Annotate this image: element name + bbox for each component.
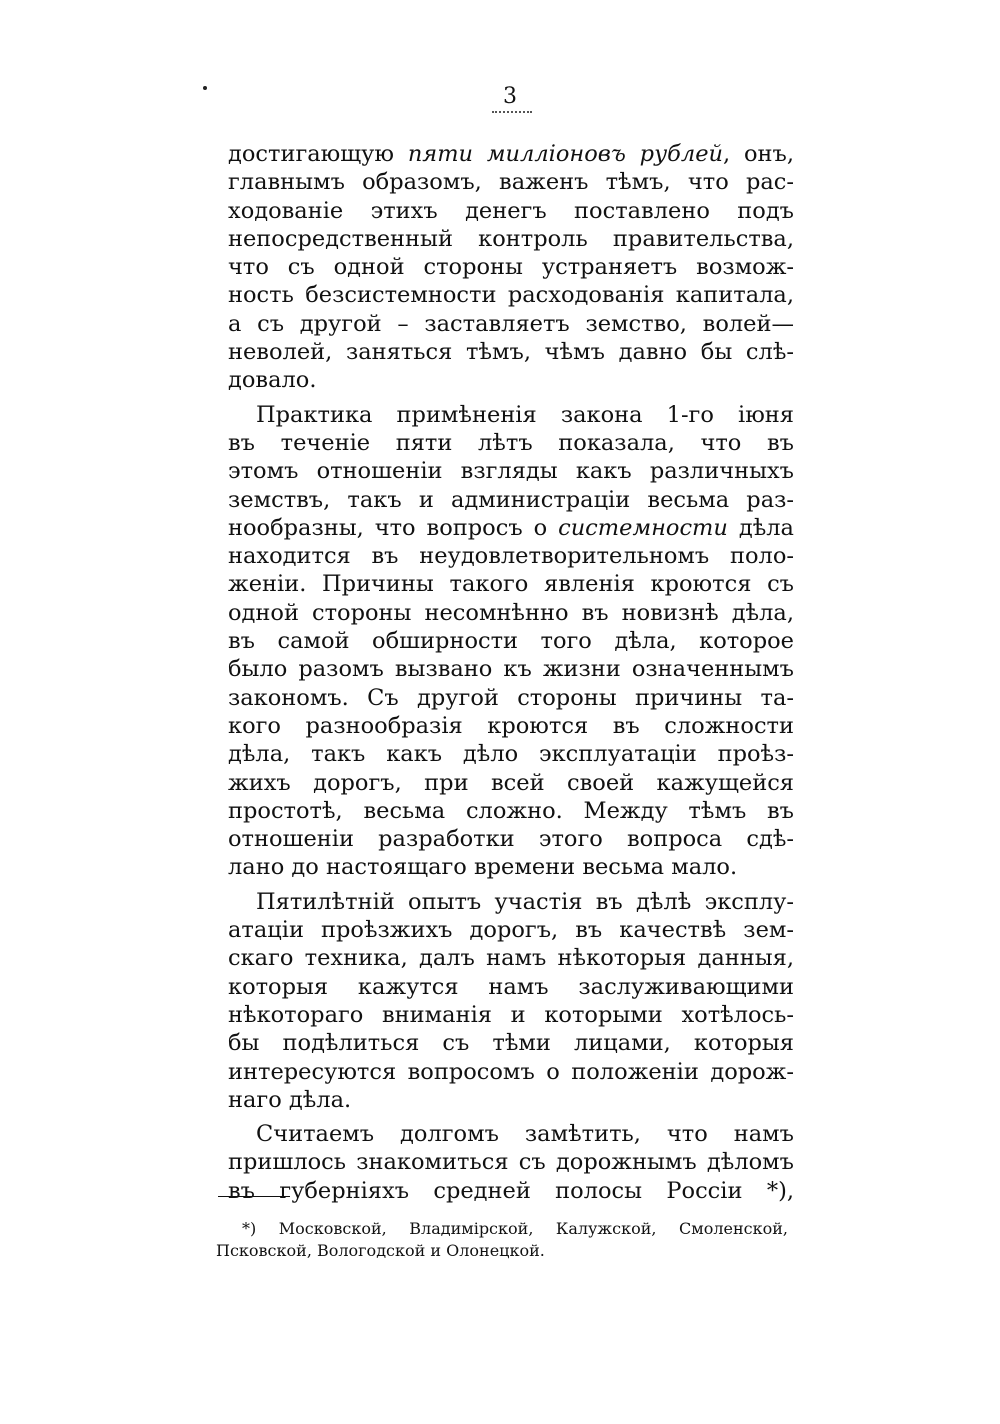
paragraph xyxy=(228,1120,794,1205)
emphasized-text: пяти милліоновъ рублей xyxy=(407,141,723,167)
page-number: 3 xyxy=(503,84,517,109)
text-line: Считаемъ долгомъ замѣтить, что намъ xyxy=(256,1121,794,1148)
text-line: довало. xyxy=(228,367,317,394)
text-line: этомъ отношеніи взгляды какъ различныхъ xyxy=(228,458,794,485)
text-line: кого разнообразія кроются въ сложности xyxy=(228,712,794,739)
text-line: лано до настоящаго времени весьма мало. xyxy=(228,854,738,881)
text-line: женіи. Причины такого явленія кроются съ xyxy=(228,571,794,598)
paragraph xyxy=(228,888,794,1114)
text-line: главнымъ образомъ, важенъ тѣмъ, что рас- xyxy=(228,169,794,196)
body-text xyxy=(228,140,794,1205)
text-line: одной стороны несомнѣнно въ новизнѣ дѣла, xyxy=(228,599,794,626)
text-line: которыя кажутся намъ заслуживающими xyxy=(228,973,794,1000)
text-line: земствъ, такъ и администраціи весьма раз- xyxy=(228,486,794,513)
text-line: атаціи проѣзжихъ дорогъ, въ качествѣ зем- xyxy=(228,917,794,944)
text-line: было разомъ вызвано къ жизни означеннымъ xyxy=(228,656,794,683)
text-line: достигающую пяти милліоновъ рублей, онъ, xyxy=(228,141,794,167)
text-line: въ самой обширности того дѣла, которое xyxy=(228,628,794,655)
text-line: находится въ неудовлетворительномъ поло- xyxy=(228,543,794,570)
paragraph xyxy=(228,401,794,882)
text-line: простотѣ, весьма сложно. Между тѣмъ въ xyxy=(228,797,794,824)
text-line: интересуются вопросомъ о положеніи дорож- xyxy=(228,1058,794,1085)
text-line: непосредственный контроль правительства, xyxy=(228,225,794,252)
text-line: отношеніи разработки этого вопроса сдѣ- xyxy=(228,826,794,853)
stray-ink-mark xyxy=(203,86,207,90)
footnote-line: *) Московской, Владимірской, Калужской, Смоленской, xyxy=(242,1219,788,1238)
text-line: пришлось знакомиться съ дорожнымъ дѣломъ xyxy=(228,1149,794,1176)
text-line: нѣкотораго вниманія и которыми хотѣлось- xyxy=(228,1001,794,1028)
page-number-underline xyxy=(492,111,532,113)
text-line: закономъ. Съ другой стороны причины та- xyxy=(228,684,794,711)
text-line: наго дѣла. xyxy=(228,1086,352,1113)
text-line: бы подѣлиться съ тѣми лицами, которыя xyxy=(228,1030,794,1057)
text-line: въ теченіе пяти лѣтъ показала, что въ xyxy=(228,429,794,456)
text-line: дѣла, такъ какъ дѣло эксплуатаціи проѣз- xyxy=(228,741,794,768)
emphasized-text: системности xyxy=(558,514,728,541)
text-line: нообразны, что вопросъ о системности дѣла xyxy=(228,514,794,541)
text-line: въ губерніяхъ средней полосы Россіи *), xyxy=(228,1177,794,1204)
text-line: неволей, заняться тѣмъ, чѣмъ давно бы слѣ- xyxy=(228,339,794,366)
text-line: Практика примѣненія закона 1-го іюня xyxy=(256,401,794,428)
text-line: жихъ дорогъ, при всей своей кажущейся xyxy=(228,769,794,796)
text-line: ходованіе этихъ денегъ поставлено подъ xyxy=(228,197,794,224)
text-line: что съ одной стороны устраняетъ возмож- xyxy=(228,254,794,281)
paragraph xyxy=(228,140,794,395)
footnote-line: Псковской, Вологодской и Олонецкой. xyxy=(216,1241,545,1260)
text-line: Пятилѣтній опытъ участія въ дѣлѣ эксплу- xyxy=(256,888,794,915)
text-line: скаго техника, далъ намъ нѣкоторыя данныя, xyxy=(228,945,794,972)
footnote xyxy=(216,1218,788,1262)
text-line: ность безсистемности расходованія капитала, xyxy=(228,282,794,309)
footnote-separator xyxy=(218,1196,290,1197)
text-line: а съ другой – заставляетъ земство, волей— xyxy=(228,310,794,337)
